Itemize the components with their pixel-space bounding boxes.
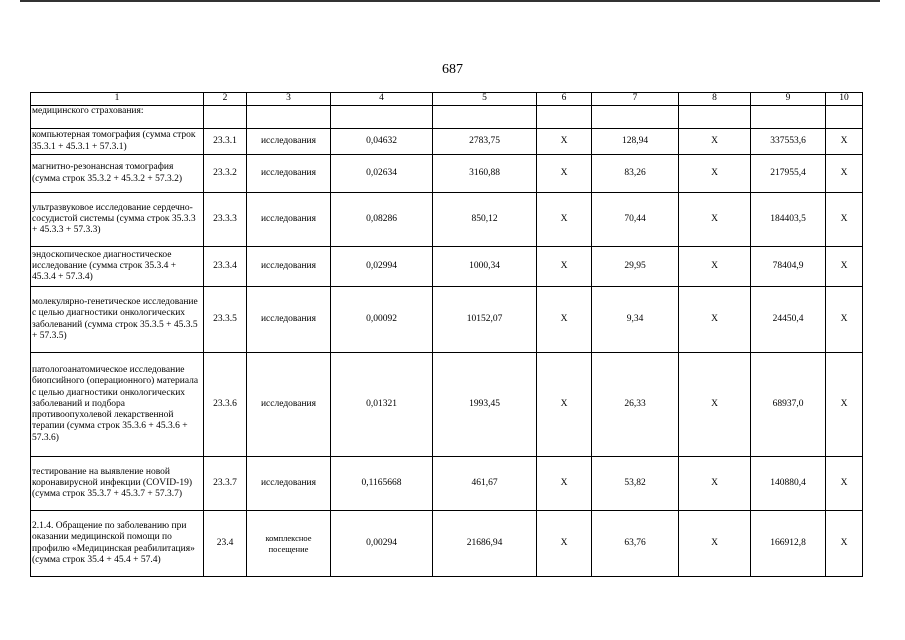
cell: 140880,4 xyxy=(751,457,826,511)
row-description: 2.1.4. Обращение по заболеванию при оказании медицинской помощи по профилю «Медицинская реабилитация» (сумма строк 35.4 + 45.4 + 57.4) xyxy=(31,511,204,577)
cell: 24450,4 xyxy=(751,287,826,353)
page-number: 687 xyxy=(442,62,463,77)
cell: X xyxy=(537,247,592,287)
cell: 0,00294 xyxy=(331,511,433,577)
cell: X xyxy=(537,193,592,247)
column-header: 8 xyxy=(679,93,751,106)
cell: 1000,34 xyxy=(433,247,537,287)
column-header: 5 xyxy=(433,93,537,106)
column-header: 4 xyxy=(331,93,433,106)
row-description: ультразвуковое исследование сердечно-сосудистой системы (сумма строк 35.3.3 + 45.3.3 + 57.3.3) xyxy=(31,193,204,247)
cell: 0,01321 xyxy=(331,353,433,457)
cell: X xyxy=(537,155,592,193)
cell: 68937,0 xyxy=(751,353,826,457)
data-table xyxy=(30,92,863,577)
row-description: патологоанатомическое исследование биопсийного (операционного) материала с целью диагностики онкологических заболеваний и подбора противоопухолевой лекарственной терапии (сумма строк 35.3.6 + 45.3.6 + 57.3.6) xyxy=(31,353,204,457)
cell: 83,26 xyxy=(592,155,679,193)
row-unit: исследования xyxy=(247,155,331,193)
table-row xyxy=(31,247,863,287)
cell: X xyxy=(679,193,751,247)
row-description: медицинского страхования: xyxy=(31,106,204,129)
column-header: 6 xyxy=(537,93,592,106)
cell xyxy=(826,106,863,129)
column-header: 2 xyxy=(204,93,247,106)
cell: X xyxy=(679,129,751,155)
cell xyxy=(537,106,592,129)
cell: X xyxy=(537,511,592,577)
column-header: 10 xyxy=(826,93,863,106)
row-code: 23.3.4 xyxy=(204,247,247,287)
cell: 70,44 xyxy=(592,193,679,247)
cell: 0,02994 xyxy=(331,247,433,287)
row-description: компьютерная томография (сумма строк 35.3.1 + 45.3.1 + 57.3.1) xyxy=(31,129,204,155)
cell: X xyxy=(826,193,863,247)
cell: X xyxy=(826,155,863,193)
column-header: 1 xyxy=(31,93,204,106)
cell: 0,04632 xyxy=(331,129,433,155)
cell: 63,76 xyxy=(592,511,679,577)
row-code: 23.3.1 xyxy=(204,129,247,155)
column-header: 9 xyxy=(751,93,826,106)
cell: X xyxy=(679,511,751,577)
table-row xyxy=(31,353,863,457)
cell: 53,82 xyxy=(592,457,679,511)
row-unit: исследования xyxy=(247,287,331,353)
table-row xyxy=(31,193,863,247)
cell: 2783,75 xyxy=(433,129,537,155)
column-header: 3 xyxy=(247,93,331,106)
cell: 0,1165668 xyxy=(331,457,433,511)
top-rule xyxy=(20,0,880,2)
table-row xyxy=(31,106,863,129)
cell: 10152,07 xyxy=(433,287,537,353)
row-unit: исследования xyxy=(247,129,331,155)
row-description: магнитно-резонансная томография (сумма строк 35.3.2 + 45.3.2 + 57.3.2) xyxy=(31,155,204,193)
header-row xyxy=(31,93,863,106)
cell: X xyxy=(679,247,751,287)
cell: 78404,9 xyxy=(751,247,826,287)
cell xyxy=(331,106,433,129)
cell xyxy=(751,106,826,129)
cell: X xyxy=(537,129,592,155)
cell: X xyxy=(679,287,751,353)
table-row xyxy=(31,511,863,577)
cell xyxy=(433,106,537,129)
row-description: тестирование на выявление новой коронавирусной инфекции (COVID-19) (сумма строк 35.3.7 + 45.3.7 + 57.3.7) xyxy=(31,457,204,511)
cell: 9,34 xyxy=(592,287,679,353)
cell xyxy=(592,106,679,129)
cell: X xyxy=(537,287,592,353)
row-code: 23.4 xyxy=(204,511,247,577)
cell: 0,02634 xyxy=(331,155,433,193)
cell: 29,95 xyxy=(592,247,679,287)
row-code: 23.3.6 xyxy=(204,353,247,457)
cell: 217955,4 xyxy=(751,155,826,193)
row-unit: исследования xyxy=(247,353,331,457)
cell: 21686,94 xyxy=(433,511,537,577)
table-row xyxy=(31,155,863,193)
cell: X xyxy=(679,155,751,193)
cell: 128,94 xyxy=(592,129,679,155)
cell: X xyxy=(679,457,751,511)
cell: 184403,5 xyxy=(751,193,826,247)
row-description: молекулярно-генетическое исследование с целью диагностики онкологических заболеваний (сумма строк 35.3.5 + 45.3.5 + 57.3.5) xyxy=(31,287,204,353)
cell: X xyxy=(826,457,863,511)
row-description: эндоскопическое диагностическое исследование (сумма строк 35.3.4 + 45.3.4 + 57.3.4) xyxy=(31,247,204,287)
row-code: 23.3.7 xyxy=(204,457,247,511)
table-row xyxy=(31,457,863,511)
row-code: 23.3.5 xyxy=(204,287,247,353)
cell: 461,67 xyxy=(433,457,537,511)
column-header: 7 xyxy=(592,93,679,106)
cell: 1993,45 xyxy=(433,353,537,457)
cell xyxy=(247,106,331,129)
cell: 0,00092 xyxy=(331,287,433,353)
table-row xyxy=(31,129,863,155)
row-unit: исследования xyxy=(247,457,331,511)
cell: 166912,8 xyxy=(751,511,826,577)
row-code: 23.3.2 xyxy=(204,155,247,193)
cell: 3160,88 xyxy=(433,155,537,193)
cell: 337553,6 xyxy=(751,129,826,155)
row-unit: исследования xyxy=(247,247,331,287)
cell: 0,08286 xyxy=(331,193,433,247)
cell: X xyxy=(826,511,863,577)
table-row xyxy=(31,287,863,353)
cell: 26,33 xyxy=(592,353,679,457)
cell: X xyxy=(537,353,592,457)
cell: X xyxy=(826,287,863,353)
cell: X xyxy=(826,247,863,287)
cell xyxy=(204,106,247,129)
cell: X xyxy=(826,129,863,155)
cell: X xyxy=(679,353,751,457)
cell: X xyxy=(537,457,592,511)
row-code: 23.3.3 xyxy=(204,193,247,247)
row-unit: комплексное посещение xyxy=(247,511,331,577)
cell: 850,12 xyxy=(433,193,537,247)
row-unit: исследования xyxy=(247,193,331,247)
cell xyxy=(679,106,751,129)
cell: X xyxy=(826,353,863,457)
